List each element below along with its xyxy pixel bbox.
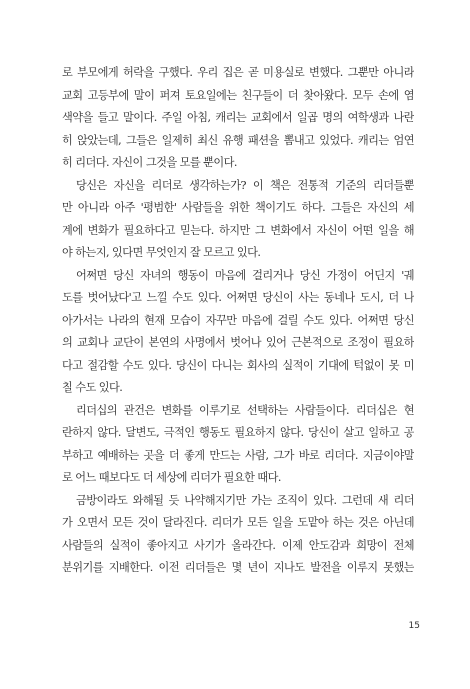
text-line: 분위기를 지배한다. 이전 리더들은 몇 년이 지나도 발전을 이루지 못했는 — [62, 561, 414, 574]
text-line: 히 리더다. 자신이 그것을 모를 뿐이다. — [62, 156, 237, 169]
paragraph-5 — [62, 490, 414, 580]
text-line: 금방이라도 와해될 듯 나약해지기만 가는 조직이 있다. 그런데 새 리더 — [76, 493, 414, 507]
text-line: 가 오면서 모든 것이 달라진다. 리더가 모든 일을 도맡아 하는 것은 아닌데 — [62, 516, 414, 529]
text-line: 야 하는지, 있다면 무엇인지 잘 모르고 있다. — [62, 246, 261, 259]
text-line: 교회 고등부에 말이 퍼져 토요일에는 친구들이 더 찾아왔다. 모두 손에 염 — [62, 88, 414, 102]
text-line: 칠 수도 있다. — [62, 381, 123, 394]
text-line: 히 앉았는데, 그들은 일제히 최신 유행 패션을 뽐내고 있었다. 캐리는 엄연 — [62, 133, 414, 147]
text-line: 만 아니라 아주 '평범한' 사람들을 위한 책이기도 하다. 그들은 자신의 세 — [62, 201, 414, 214]
text-line: 어쩌면 당신 자녀의 행동이 마음에 걸리거나 당신 가정이 어딘지 '궤 — [76, 268, 414, 282]
text-line: 로 어느 때보다도 더 세상에 리더가 필요한 때다. — [62, 471, 281, 484]
text-line: 도를 벗어났다'고 느낄 수도 있다. 어쩌면 당신이 사는 동네나 도시, 더 나 — [62, 291, 414, 304]
paragraph-2 — [62, 175, 414, 265]
text-line: 란하지 않다. 달변도, 극적인 행동도 필요하지 않다. 당신이 살고 일하고 공 — [62, 426, 414, 439]
paragraph-1 — [62, 62, 414, 175]
text-line: 리더십의 관건은 변화를 이루기로 선택하는 사람들이다. 리더십은 현 — [76, 403, 414, 417]
text-line: 계에 변화가 필요하다고 믿는다. 하지만 그 변화에서 자신이 어떤 일을 해 — [62, 223, 414, 237]
text-line: 다고 절감할 수도 있다. 당신이 다니는 회사의 실적이 기대에 턱없이 못 미 — [62, 358, 414, 372]
paragraph-4 — [62, 400, 414, 490]
body-text — [62, 62, 414, 580]
text-line: 로 부모에게 허락을 구했다. 우리 집은 곧 미용실로 변했다. 그뿐만 아니라 — [62, 66, 414, 79]
paragraph-3 — [62, 265, 414, 400]
text-line: 색약을 들고 말이다. 주일 아침, 캐리는 교회에서 일곱 명의 여학생과 나란 — [62, 111, 414, 124]
text-line: 아가서는 나라의 현재 모습이 자꾸만 마음에 걸릴 수도 있다. 어쩌면 당신 — [62, 313, 414, 327]
page-number: 15 — [408, 621, 420, 631]
text-line: 의 교회나 교단이 본연의 사명에서 벗어나 있어 근본적으로 조정이 필요하 — [62, 336, 414, 349]
text-line: 사람들의 실적이 좋아지고 사기가 올라간다. 이제 안도감과 희망이 전체 — [62, 538, 414, 552]
text-line: 당신은 자신을 리더로 생각하는가? 이 책은 전통적 기준의 리더들뿐 — [76, 178, 414, 192]
text-line: 부하고 예배하는 곳을 더 좋게 만드는 사람, 그가 바로 리더다. 지금이야말 — [62, 448, 414, 462]
